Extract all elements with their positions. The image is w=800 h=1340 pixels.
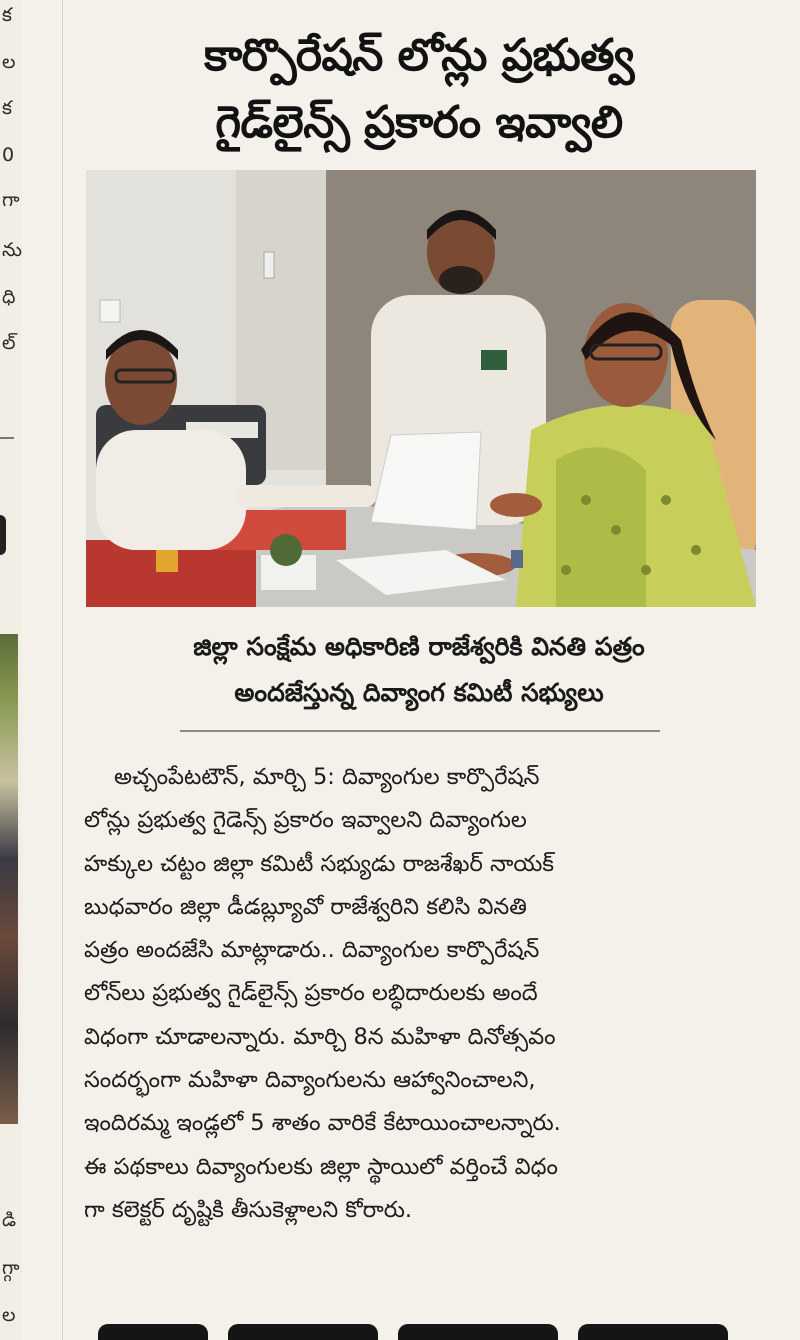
photo-caption-line-1: జిల్లా సంక్షేమ అధికారిణి రాజేశ్వరికి వినతి పత్రం [193, 632, 645, 661]
body-line: లోన్లు ప్రభుత్వ గైడెన్స్ ప్రకారం ఇవ్వాలని దివ్యాంగుల [84, 807, 527, 834]
cropped-text-icon [88, 0, 548, 6]
photo-caption-line-2: అందజేస్తున్న దివ్యాంగ కమిటీ సభ్యులు [234, 678, 604, 707]
body-line: అచ్చంపేటటౌన్, మార్చి 5: దివ్యాంగుల కార్పొరేషన్ [114, 764, 540, 790]
article-body [84, 756, 764, 1232]
next-headline-fragment [98, 1318, 738, 1340]
body-line: హక్కుల చట్టం జిల్లా కమిటీ సభ్యుడు రాజశేఖర్ నాయక్ [84, 850, 555, 877]
column-separator [62, 0, 63, 1340]
cropped-headline-icon [98, 1324, 208, 1340]
body-line: గా కలెక్టర్ దృష్టికి తీసుకెళ్లాలని కోరారు. [84, 1196, 413, 1223]
left-photo-fragment [0, 634, 18, 1124]
cropped-headline-icon [578, 1324, 728, 1340]
left-glyph: ల్ [2, 332, 16, 354]
body-line: సందర్భంగా మహిళా దివ్యాంగులను ఆహ్వానించాలని, [84, 1067, 536, 1094]
body-line: విధంగా చూడాలన్నారు. మార్చి 8న మహిళా దినోత్సవం [84, 1023, 556, 1050]
left-glyph: డి [2, 1209, 17, 1231]
left-glyph: ధి [2, 286, 16, 308]
body-line: లోన్‌లు ప్రభుత్వ గైడ్‌లైన్స్ ప్రకారం లబ్ధిదారులకు అందే [84, 980, 538, 1007]
news-photo-icon [86, 170, 756, 607]
left-glyph: ను [2, 239, 22, 261]
cropped-headline-icon [398, 1324, 558, 1340]
left-glyph: ల [2, 1304, 16, 1326]
cropped-headline-icon [228, 1324, 378, 1340]
left-glyph: గా [2, 189, 20, 211]
body-line: బుధవారం జిల్లా డీడబ్ల్యూవో రాజేశ్వరిని కలిసి వినతి [84, 893, 527, 920]
caption-divider [180, 730, 660, 732]
left-divider [0, 437, 14, 439]
left-column-fragment [0, 0, 22, 1340]
body-line: ఈ పథకాలు దివ్యాంగులకు జిల్లా స్థాయిలో వర్తించే విధం [84, 1153, 558, 1180]
left-glyph: ల [2, 51, 16, 73]
left-glyph: 0 [2, 144, 15, 166]
news-article [68, 0, 770, 1340]
body-line: ఇందిరమ్మ ఇండ్లలో 5 శాతం వారికే కేటాయించాలన్నారు. [84, 1110, 561, 1137]
left-glyph: క [2, 97, 12, 119]
left-glyph: క [2, 4, 12, 26]
headline-line-1: కార్పొరేషన్ లోన్లు ప్రభుత్వ [204, 30, 634, 81]
left-decoration [0, 515, 6, 555]
headline-line-2: గైడ్‌లైన్స్ ప్రకారం ఇవ్వాలి [215, 97, 623, 148]
article-photo [86, 170, 756, 607]
previous-text-fragment [88, 0, 548, 6]
left-glyph: గ్గా [2, 1257, 20, 1279]
body-line: పత్రం అందజేసి మాట్లాడారు.. దివ్యాంగుల కార్పొరేషన్ [84, 937, 540, 964]
